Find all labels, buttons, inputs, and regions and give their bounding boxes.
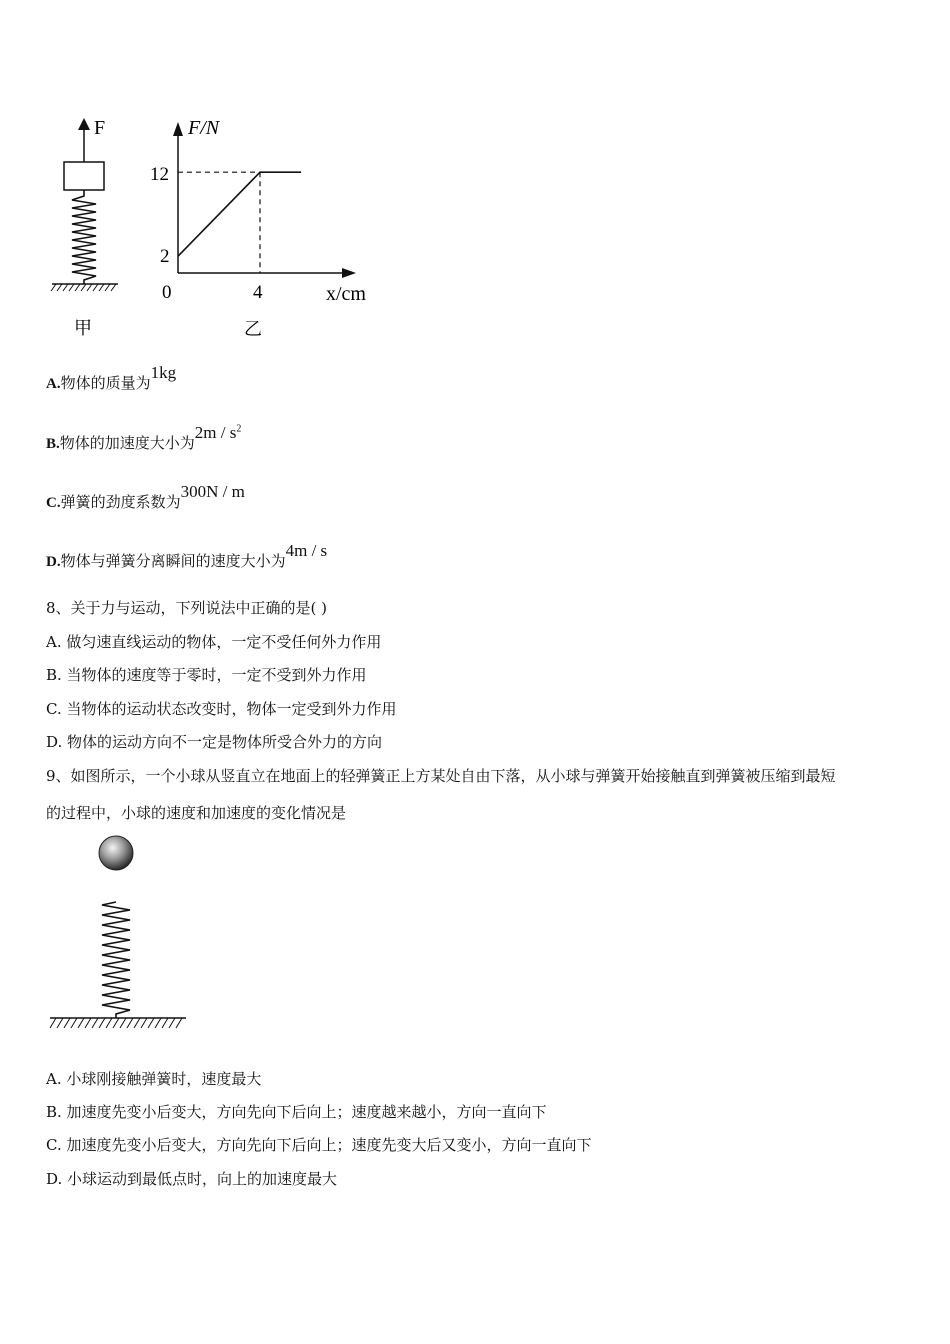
y-axis-label: F/N <box>188 117 220 139</box>
block <box>64 162 104 190</box>
y-tick-2: 2 <box>160 246 170 267</box>
spring-block-figure <box>48 112 138 342</box>
option-letter: B. <box>46 436 60 452</box>
option-text: 弹簧的劲度系数为 <box>60 493 181 511</box>
x-tick-4: 4 <box>253 282 263 303</box>
spring <box>102 902 130 1018</box>
option-math: 4m / s <box>285 541 328 560</box>
q8-option-b: B. 当物体的速度等于零时，一定不受到外力作用 <box>46 666 367 684</box>
q9-option-a: A. 小球刚接触弹簧时，速度最大 <box>46 1070 262 1088</box>
option-math: 1kg <box>150 363 177 382</box>
option-math: 2m / s <box>194 423 237 442</box>
x-tick-0: 0 <box>162 282 172 303</box>
x-axis-label: x/cm <box>326 283 366 305</box>
q9-option-d: D. 小球运动到最低点时，向上的加速度最大 <box>46 1170 338 1188</box>
q8-stem: 8、关于力与运动，下列说法中正确的是( ) <box>46 599 328 617</box>
option-math: 300N / m <box>180 482 245 501</box>
q9-stem-line2: 的过程中，小球的速度和加速度的变化情况是 <box>46 804 347 822</box>
force-line <box>178 172 301 256</box>
force-displacement-graph <box>140 110 380 345</box>
q9-option-c: C. 加速度先变小后变大，方向先向下后向上；速度先变大后又变小，方向一直向下 <box>46 1136 592 1154</box>
caption-jia: 甲 <box>74 318 92 338</box>
option-letter: C. <box>46 495 61 511</box>
caption-yi: 乙 <box>244 319 262 339</box>
q9-option-b: B. 加速度先变小后变大，方向先向下后向上；速度越来越小，方向一直向下 <box>46 1103 547 1121</box>
force-label: F <box>94 117 106 139</box>
spring <box>72 190 96 284</box>
ball <box>99 836 133 870</box>
option-text: 物体的加速度大小为 <box>59 434 195 452</box>
q8-option-a: A. 做匀速直线运动的物体，一定不受任何外力作用 <box>46 633 382 651</box>
option-letter: A. <box>46 376 61 392</box>
ball-spring-figure <box>46 830 191 1035</box>
q7-option-c <box>46 482 245 512</box>
y-tick-12: 12 <box>150 164 169 185</box>
q7-option-a <box>46 363 177 393</box>
option-text: 物体与弹簧分离瞬间的速度大小为 <box>60 552 286 570</box>
q8-option-d: D. 物体的运动方向不一定是物体所受合外力的方向 <box>46 733 383 751</box>
option-math-exponent: 2 <box>236 423 242 435</box>
option-text: 物体的质量为 <box>60 374 151 392</box>
q7-option-d <box>46 541 328 571</box>
q9-stem-line1: 9、如图所示，一个小球从竖直立在地面上的轻弹簧正上方某处自由下落，从小球与弹簧开始接触直到弹簧被压缩到最短 <box>46 767 836 785</box>
option-letter: D. <box>46 554 61 570</box>
q7-option-b <box>46 423 242 453</box>
q8-option-c: C. 当物体的运动状态改变时，物体一定受到外力作用 <box>46 700 397 718</box>
